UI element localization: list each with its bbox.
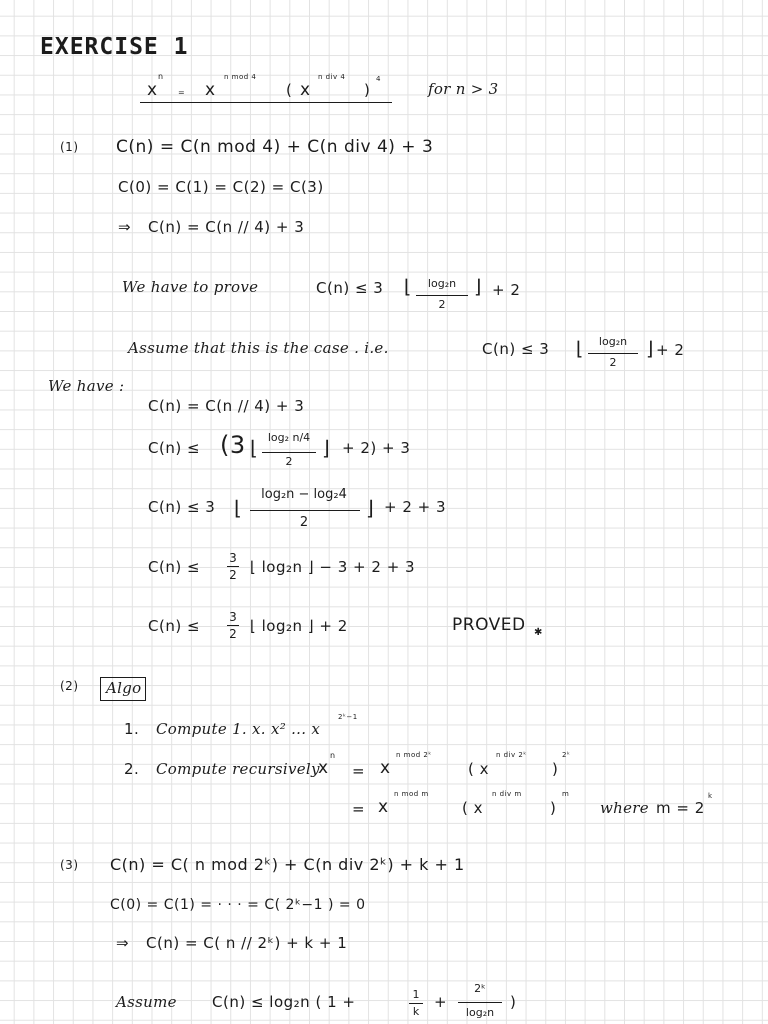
- part1-step5-frac-num: 3: [229, 610, 237, 624]
- algo-line3-outer-exp: m: [562, 790, 570, 798]
- part1-step2-open: (3: [220, 431, 246, 459]
- rec-lhs: x: [147, 80, 158, 100]
- part1-assume-tail: + 2: [656, 341, 685, 359]
- part1-prove-lhs: C(n) ≤ 3: [316, 279, 384, 297]
- part1-prove-words: We have to prove: [122, 278, 259, 296]
- algo-step2-close: ): [552, 760, 559, 778]
- algo-where-eq: m = 2: [656, 799, 705, 817]
- fraction-bar: [262, 452, 316, 453]
- rec-outer-exp: 4: [376, 75, 381, 83]
- part1-step2-num: log₂ n/4: [267, 431, 311, 444]
- part3-label: (3): [60, 858, 79, 872]
- rec-open: (: [286, 81, 293, 99]
- part1-step1: C(n) = C(n // 4) + 3: [148, 397, 305, 415]
- algo-label: Algo: [106, 679, 142, 697]
- part1-step3-num: log₂n − log₂4: [261, 487, 347, 502]
- part1-eq1: C(n) = C(n mod 4) + C(n div 4) + 3: [116, 137, 434, 157]
- fraction-bar: [458, 1002, 502, 1003]
- part3-frac1-den: k: [412, 1005, 420, 1018]
- algo-line3-paren: ( x: [462, 799, 483, 817]
- part3-assume-close: ): [510, 993, 517, 1011]
- part1-prove-den: 2: [438, 298, 446, 311]
- algo-step2-text: Compute recursively: [156, 760, 320, 778]
- algo-step2-outer-exp: 2ᵏ: [562, 751, 571, 759]
- floor-left: ⌊: [250, 436, 259, 460]
- algo-step2-num: 2.: [124, 760, 140, 778]
- algo-step2-eq: =: [352, 762, 366, 780]
- part1-label: (1): [60, 140, 79, 154]
- floor-right: ⌋: [474, 276, 482, 298]
- part3-eq3: C(n) = C( n // 2ᵏ) + k + 1: [146, 934, 348, 952]
- part1-eq3: C(n) = C(n // 4) + 3: [148, 218, 305, 236]
- part1-step2-tail: + 2) + 3: [342, 439, 411, 457]
- floor-left: ⌊: [234, 496, 243, 520]
- algo-step1-exp: 2ᵏ−1: [338, 713, 358, 721]
- part3-eq1: C(n) = C( n mod 2ᵏ) + C(n div 2ᵏ) + k + 1: [110, 855, 465, 874]
- part1-step5-lhs: C(n) ≤: [148, 617, 201, 635]
- part1-assume-words: Assume that this is the case . i.e.: [128, 339, 389, 357]
- part3-frac2-den: log₂n: [465, 1006, 495, 1019]
- rec-inner: x: [300, 80, 311, 100]
- part2-label: (2): [60, 679, 79, 693]
- algo-line3-eq: =: [352, 800, 366, 818]
- algo-line3-base: x: [378, 797, 389, 817]
- part1-step4-rest: ⌊ log₂n ⌋ − 3 + 2 + 3: [250, 558, 416, 576]
- algo-step2-base-exp: n mod 2ᵏ: [396, 751, 432, 759]
- floor-right: ⌋: [646, 338, 654, 360]
- part1-step3-lhs: C(n) ≤ 3: [148, 498, 216, 516]
- star-icon: ✱: [534, 627, 543, 638]
- rec-close: ): [364, 81, 371, 99]
- proved-mark: PROVED: [452, 615, 526, 635]
- algo-line3-close: ): [550, 799, 557, 817]
- algo-where-exp: k: [708, 792, 713, 800]
- part1-step4-lhs: C(n) ≤: [148, 558, 201, 576]
- part3-implies-arrow: ⇒: [116, 934, 130, 952]
- part3-frac1-num: 1: [412, 988, 420, 1001]
- part1-step3-tail: + 2 + 3: [384, 498, 447, 516]
- part1-step5-rest: ⌊ log₂n ⌋ + 2: [250, 617, 348, 635]
- floor-right: ⌋: [322, 436, 331, 460]
- algo-step1-text: Compute 1. x. x² ... x: [156, 720, 321, 738]
- algo-step2-xexp: n: [330, 751, 336, 760]
- fraction-bar: [250, 510, 360, 511]
- rec-base: x: [205, 80, 216, 100]
- part1-step2-den: 2: [285, 455, 293, 468]
- part1-prove-num: log₂n: [427, 277, 457, 290]
- rec-lhs-exp: n: [158, 72, 164, 81]
- rec-eq: =: [178, 88, 186, 97]
- algo-line3-base-exp: n mod m: [394, 790, 429, 798]
- algo-step2-base: x: [380, 758, 391, 778]
- rec-condition: for n > 3: [428, 80, 499, 98]
- part3-assume: Assume: [116, 993, 177, 1011]
- algo-step2-x: x: [318, 758, 329, 778]
- part1-assume-num: log₂n: [598, 335, 628, 348]
- part3-eq2: C(0) = C(1) = · · · = C( 2ᵏ−1 ) = 0: [110, 897, 366, 913]
- part1-assume-den: 2: [609, 356, 617, 369]
- exercise-title: EXERCISE 1: [40, 34, 189, 60]
- fraction-bar: [588, 353, 638, 354]
- part3-plus: +: [434, 993, 448, 1011]
- algo-step2-paren: ( x: [468, 760, 489, 778]
- part1-eq2: C(0) = C(1) = C(2) = C(3): [118, 178, 324, 196]
- part1-step2-lhs: C(n) ≤: [148, 439, 201, 457]
- part1-step5-frac-den: 2: [229, 627, 237, 641]
- part1-implies-arrow: ⇒: [118, 218, 132, 236]
- part1-we-have: We have :: [48, 377, 125, 395]
- rec-underline: [140, 102, 392, 103]
- algo-step2-inner-exp: n div 2ᵏ: [496, 751, 527, 759]
- part1-assume-lhs: C(n) ≤ 3: [482, 340, 550, 358]
- algo-where: where: [600, 799, 649, 817]
- algo-step1-num: 1.: [124, 720, 140, 738]
- part1-step4-frac-num: 3: [229, 551, 237, 565]
- rec-base-exp: n mod 4: [224, 73, 257, 81]
- floor-left: ⌊: [576, 338, 584, 360]
- algo-line3-inner-exp: n div m: [492, 790, 522, 798]
- part1-prove-tail: + 2: [492, 281, 521, 299]
- part1-step3-den: 2: [299, 515, 309, 530]
- rec-inner-exp: n div 4: [318, 73, 346, 81]
- part3-frac2-num: 2ᵏ: [474, 982, 486, 995]
- floor-right: ⌋: [366, 496, 375, 520]
- fraction-bar: [416, 295, 468, 296]
- part1-step4-frac-den: 2: [229, 568, 237, 582]
- part3-assume-lhs: C(n) ≤ log₂n ( 1 +: [212, 993, 356, 1011]
- floor-left: ⌊: [404, 276, 412, 298]
